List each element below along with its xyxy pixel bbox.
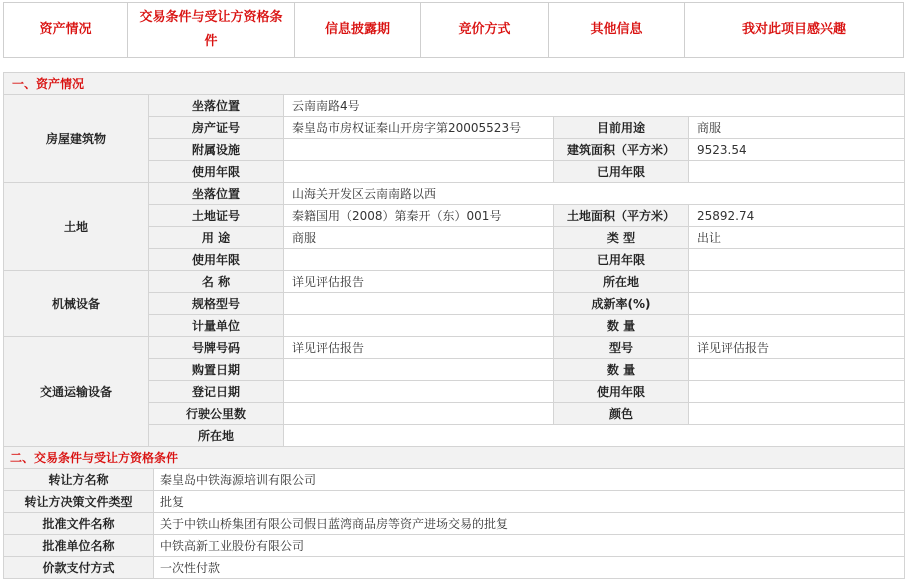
transport-place-value [284, 425, 905, 447]
land-cert-value: 秦籍国用（2008）第秦开（东）001号 [284, 205, 554, 227]
table-row [4, 469, 905, 491]
section-title-trade-conditions: 二、交易条件与受让方资格条件 [4, 447, 905, 469]
field-label: 使用年限 [554, 381, 689, 403]
field-label: 规格型号 [149, 293, 284, 315]
table-row [4, 271, 905, 293]
table-row [4, 95, 905, 117]
field-label: 计量单位 [149, 315, 284, 337]
field-label: 成新率(%) [554, 293, 689, 315]
approval-doc-name-value: 关于中铁山桥集团有限公司假日蓝湾商品房等资产进场交易的批复 [154, 513, 905, 535]
field-label: 用 途 [149, 227, 284, 249]
building-location-value: 云南南路4号 [284, 95, 905, 117]
field-label: 使用年限 [149, 161, 284, 183]
machinery-name-value: 详见评估报告 [284, 271, 554, 293]
field-label: 坐落位置 [149, 95, 284, 117]
field-label: 使用年限 [149, 249, 284, 271]
field-label: 批准文件名称 [4, 513, 154, 535]
table-row [4, 513, 905, 535]
building-area-value: 9523.54 [689, 139, 905, 161]
section-title-assets: 一、资产情况 [4, 73, 905, 95]
transport-life-value [689, 381, 905, 403]
transport-reg-value [284, 381, 554, 403]
machinery-place-value [689, 271, 905, 293]
field-label: 型号 [554, 337, 689, 359]
land-used-value [689, 249, 905, 271]
field-label: 附属设施 [149, 139, 284, 161]
category-transport: 交通运输设备 [4, 337, 149, 447]
building-use-value: 商服 [689, 117, 905, 139]
field-label: 坐落位置 [149, 183, 284, 205]
transport-km-value [284, 403, 554, 425]
transport-model-value: 详见评估报告 [689, 337, 905, 359]
land-location-value: 山海关开发区云南南路以西 [284, 183, 905, 205]
field-label: 建筑面积（平方米） [554, 139, 689, 161]
field-label: 已用年限 [554, 161, 689, 183]
category-building: 房屋建筑物 [4, 95, 149, 183]
transport-color-value [689, 403, 905, 425]
land-life-value [284, 249, 554, 271]
building-cert-value: 秦皇岛市房权证秦山开房字第20005523号 [284, 117, 554, 139]
tab-other-info[interactable]: 其他信息 [549, 3, 685, 57]
field-label: 批准单位名称 [4, 535, 154, 557]
tab-interested[interactable]: 我对此项目感兴趣 [741, 22, 846, 37]
tab-trade-conditions[interactable]: 交易条件与受让方资格条件 [128, 3, 295, 57]
building-facility-value [284, 139, 554, 161]
field-label: 颜色 [554, 403, 689, 425]
field-label: 目前用途 [554, 117, 689, 139]
payment-method-value: 一次性付款 [154, 557, 905, 579]
table-row [4, 535, 905, 557]
transport-qty-value [689, 359, 905, 381]
decision-doc-type-value: 批复 [154, 491, 905, 513]
field-label: 类 型 [554, 227, 689, 249]
category-machinery: 机械设备 [4, 271, 149, 337]
field-label: 购置日期 [149, 359, 284, 381]
building-used-value [689, 161, 905, 183]
field-label: 行驶公里数 [149, 403, 284, 425]
field-label: 转让方决策文件类型 [4, 491, 154, 513]
field-label: 名 称 [149, 271, 284, 293]
field-label: 转让方名称 [4, 469, 154, 491]
table-row [4, 491, 905, 513]
land-area-value: 25892.74 [689, 205, 905, 227]
building-life-value [284, 161, 554, 183]
trade-conditions-table [3, 446, 905, 579]
field-label: 号牌号码 [149, 337, 284, 359]
transferor-name-value: 秦皇岛中铁海源培训有限公司 [154, 469, 905, 491]
machinery-rate-value [689, 293, 905, 315]
transport-buy-value [284, 359, 554, 381]
machinery-model-value [284, 293, 554, 315]
land-purpose-value: 商服 [284, 227, 554, 249]
land-type-value: 出让 [689, 227, 905, 249]
field-label: 土地证号 [149, 205, 284, 227]
field-label: 土地面积（平方米） [554, 205, 689, 227]
tab-bar [3, 2, 904, 58]
field-label: 所在地 [149, 425, 284, 447]
field-label: 所在地 [554, 271, 689, 293]
field-label: 数 量 [554, 315, 689, 337]
table-row [4, 557, 905, 579]
field-label: 房产证号 [149, 117, 284, 139]
machinery-qty-value [689, 315, 905, 337]
machinery-unit-value [284, 315, 554, 337]
field-label: 登记日期 [149, 381, 284, 403]
table-row [4, 183, 905, 205]
table-row [4, 337, 905, 359]
field-label: 数 量 [554, 359, 689, 381]
category-land: 土地 [4, 183, 149, 271]
field-label: 已用年限 [554, 249, 689, 271]
asset-info-table [3, 72, 905, 447]
tab-asset-status[interactable]: 资产情况 [4, 3, 128, 57]
approval-unit-value: 中铁高新工业股份有限公司 [154, 535, 905, 557]
transport-plate-value: 详见评估报告 [284, 337, 554, 359]
tab-bidding-method[interactable]: 竞价方式 [421, 3, 549, 57]
tab-disclosure-period[interactable]: 信息披露期 [295, 3, 421, 57]
field-label: 价款支付方式 [4, 557, 154, 579]
